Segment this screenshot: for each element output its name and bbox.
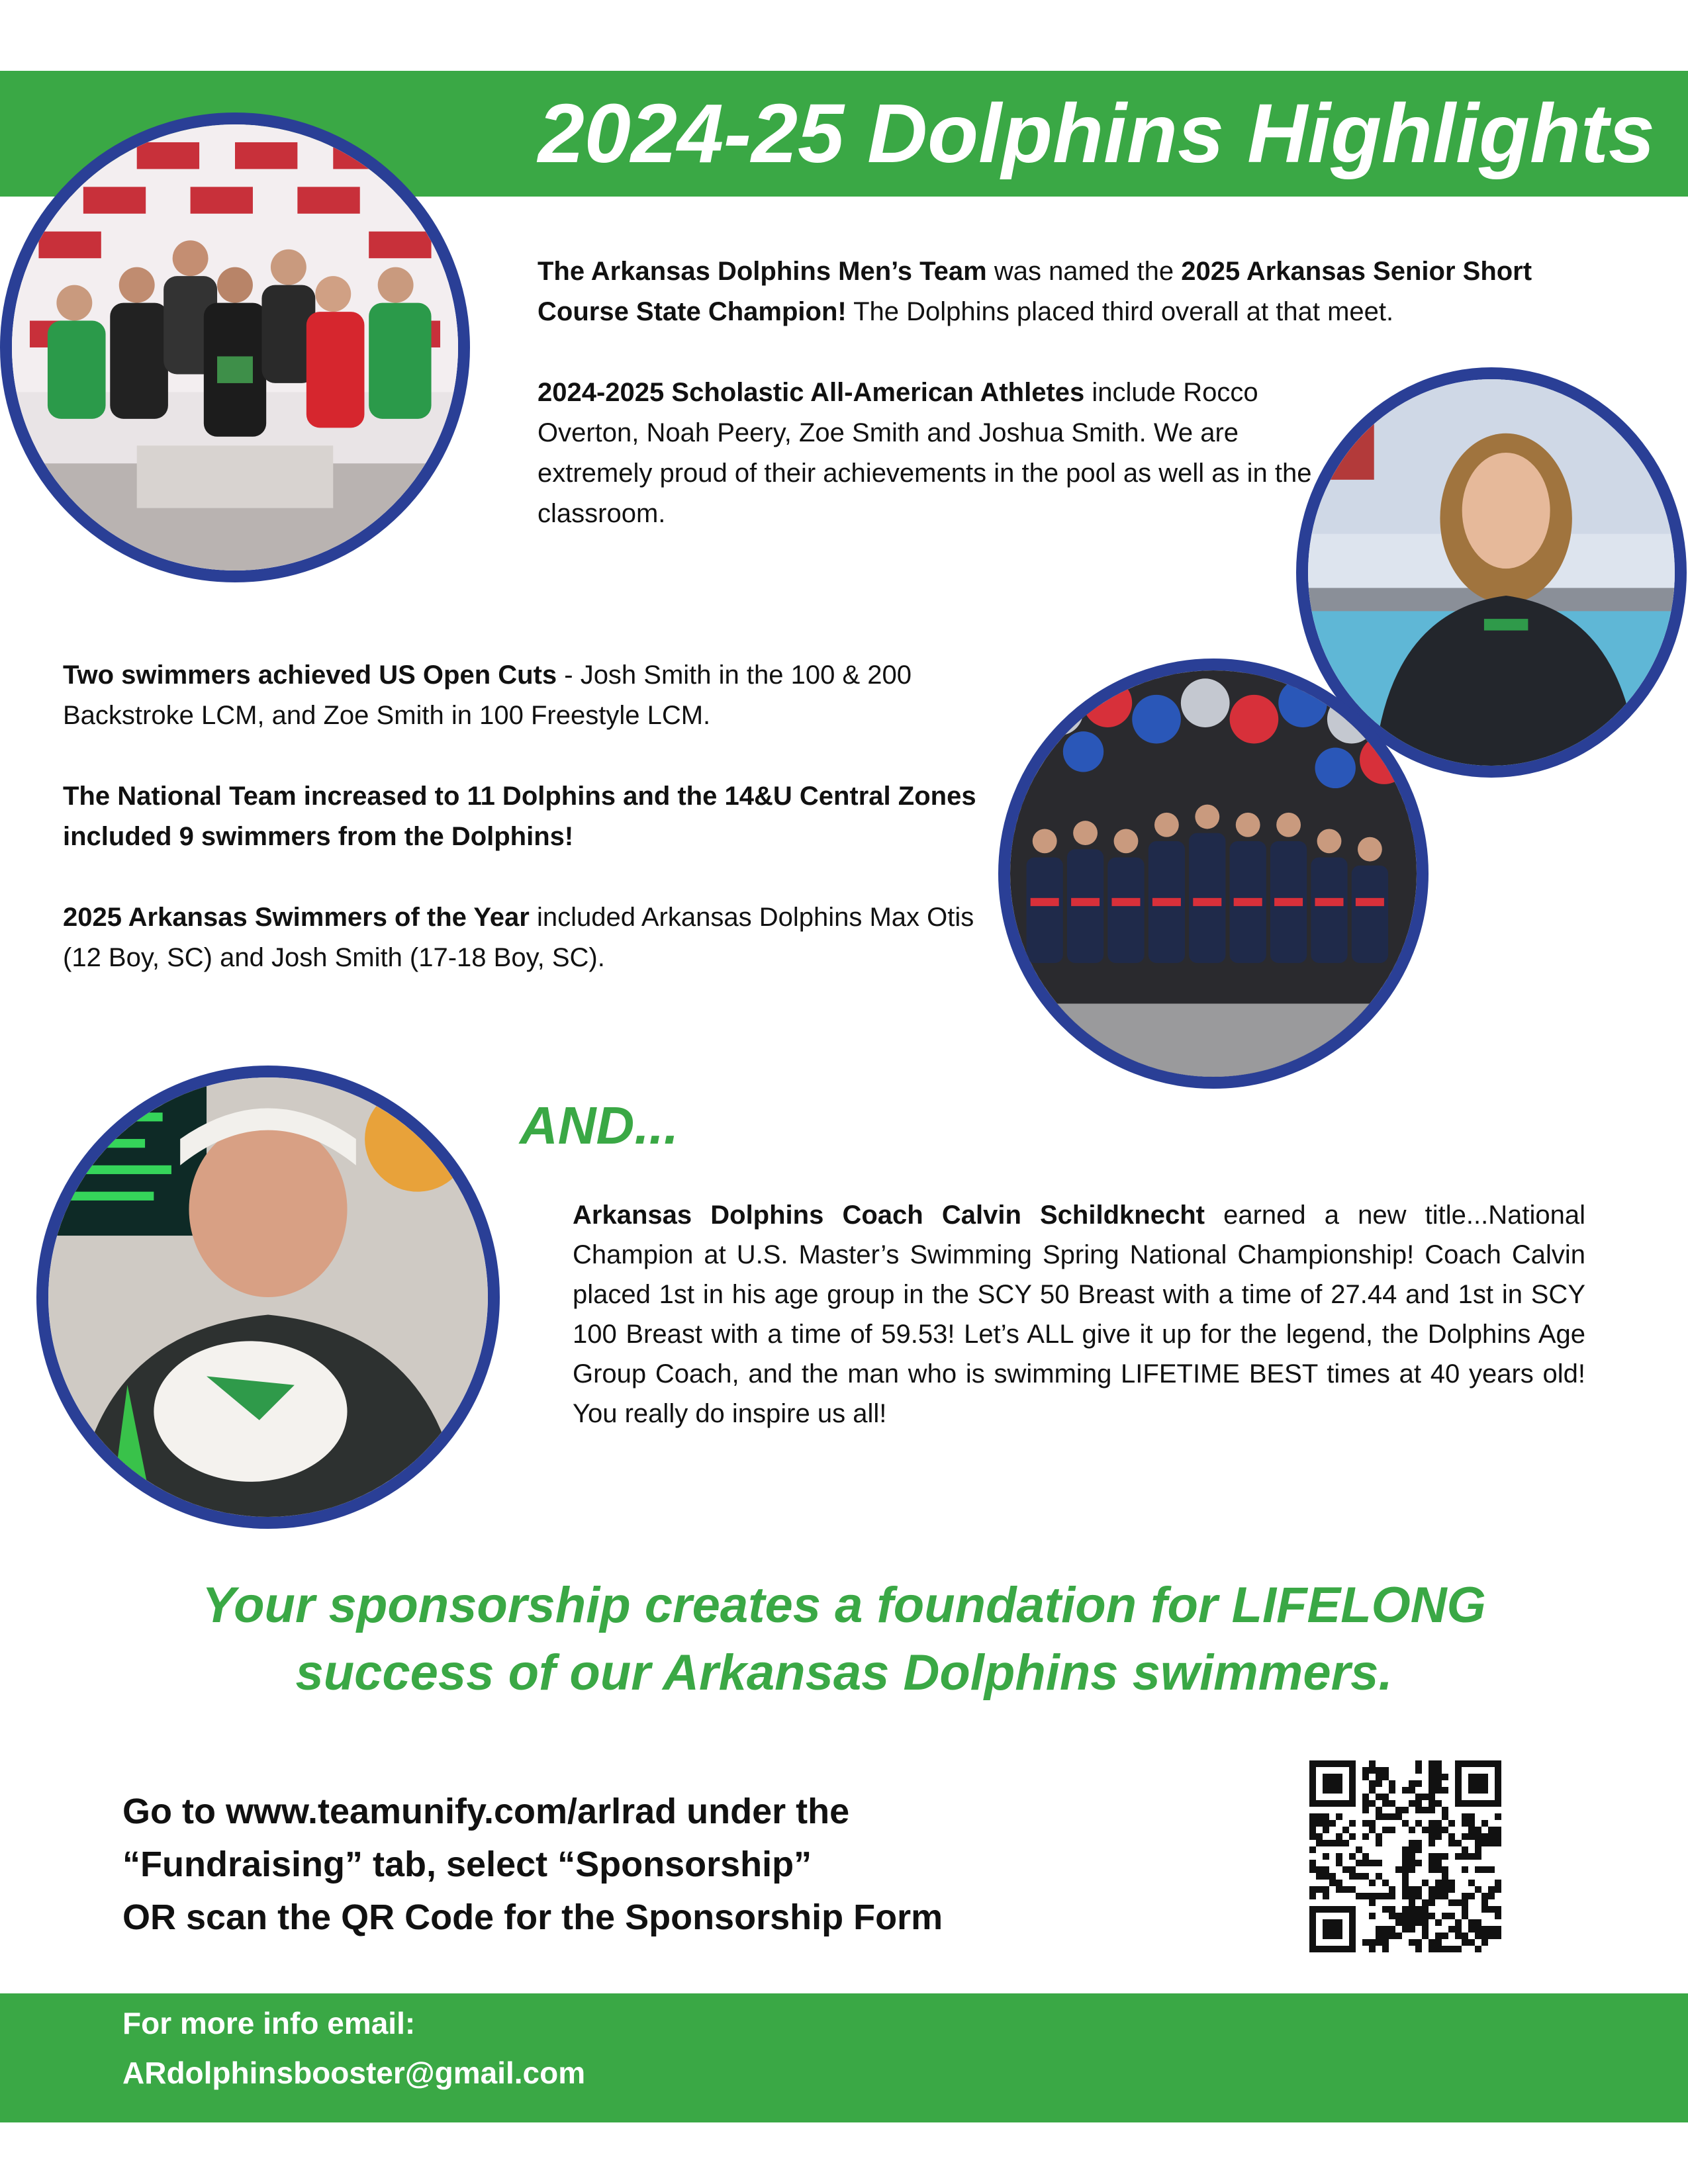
highlight-coach-lead: Arkansas Dolphins Coach Calvin Schildknecht <box>573 1201 1205 1230</box>
page-title: 2024-25 Dolphins Highlights <box>538 87 1655 180</box>
highlight-scholastic-lead: 2024-2025 Scholastic All-American Athletes <box>538 378 1085 407</box>
highlight-us-open-lead: Two swimmers achieved US Open Cuts <box>63 660 557 690</box>
highlight-national-team <box>63 776 1016 857</box>
highlight-mens-team-text-b: The Dolphins placed third overall at that meet. <box>846 297 1394 326</box>
highlight-swimmers-of-year <box>63 897 1016 978</box>
instructions-line-2: “Fundraising” tab, select “Sponsorship” <box>122 1844 812 1884</box>
highlight-mens-team-text-a: was named the <box>986 257 1182 286</box>
coach-photo <box>36 1066 500 1529</box>
highlight-swimmers-of-year-text: included Arkansas Dolphins Max Otis (12 Boy, SC) and Josh Smith (17-18 Boy, SC). <box>63 903 974 972</box>
highlight-swimmers-of-year-lead: 2025 Arkansas Swimmers of the Year <box>63 903 530 932</box>
qr-code-graphic <box>1309 1760 1501 1952</box>
instructions-line-3: OR scan the QR Code for the Sponsorship Form <box>122 1897 943 1937</box>
footer-label: For more info email: <box>122 2006 416 2040</box>
national-team-photo <box>998 659 1429 1089</box>
highlight-mens-team <box>538 251 1597 332</box>
highlight-national-team-lead: The National Team increased to 11 Dolphins and the 14&U Central Zones included 9 swimmers from the Dolphins! <box>63 782 976 851</box>
highlight-coach <box>573 1195 1585 1433</box>
tagline-line-2: success of our Arkansas Dolphins swimmers. <box>295 1645 1393 1701</box>
highlight-us-open-text: - Josh Smith in the 100 & 200 Backstroke LCM, and Zoe Smith in 100 Freestyle LCM. <box>63 660 912 730</box>
tagline-line-1: Your sponsorship creates a foundation for LIFELONG <box>202 1577 1486 1633</box>
team-photo <box>0 113 470 582</box>
highlight-mens-team-lead: The Arkansas Dolphins Men’s Team <box>538 257 987 286</box>
highlight-coach-text: earned a new title...National Champion at U.S. Master’s Swimming Spring National Championship! Coach Calvin placed 1st in his age group in the SCY 50 Breast with a time of 27.44 and 1st in SCY 100 Breast with a time of 59.53! Let’s ALL give it up for the legend, the Dolphins Age Group Coach, and the man who is swimming LIFETIME BEST times at 40 years old! You really do inspire us all! <box>573 1201 1585 1428</box>
highlight-us-open <box>63 655 1016 736</box>
instructions-line-1[interactable]: Go to www.teamunify.com/arlrad under the <box>122 1792 850 1831</box>
and-heading: AND... <box>520 1096 679 1155</box>
qr-code[interactable] <box>1309 1760 1501 1952</box>
footer-email-link[interactable]: ARdolphinsbooster@gmail.com <box>122 2056 586 2090</box>
highlight-scholastic <box>538 373 1332 534</box>
highlight-scholastic-text: include Rocco Overton, Noah Peery, Zoe Smith and Joshua Smith. We are extremely proud of their achievements in the pool as well as in the classroom. <box>538 378 1312 528</box>
sponsorship-tagline <box>66 1572 1622 1707</box>
sponsorship-instructions <box>122 1785 1248 1944</box>
highlight-mens-team-champion: 2025 Arkansas Senior Short Course State Champion! <box>538 257 1532 326</box>
